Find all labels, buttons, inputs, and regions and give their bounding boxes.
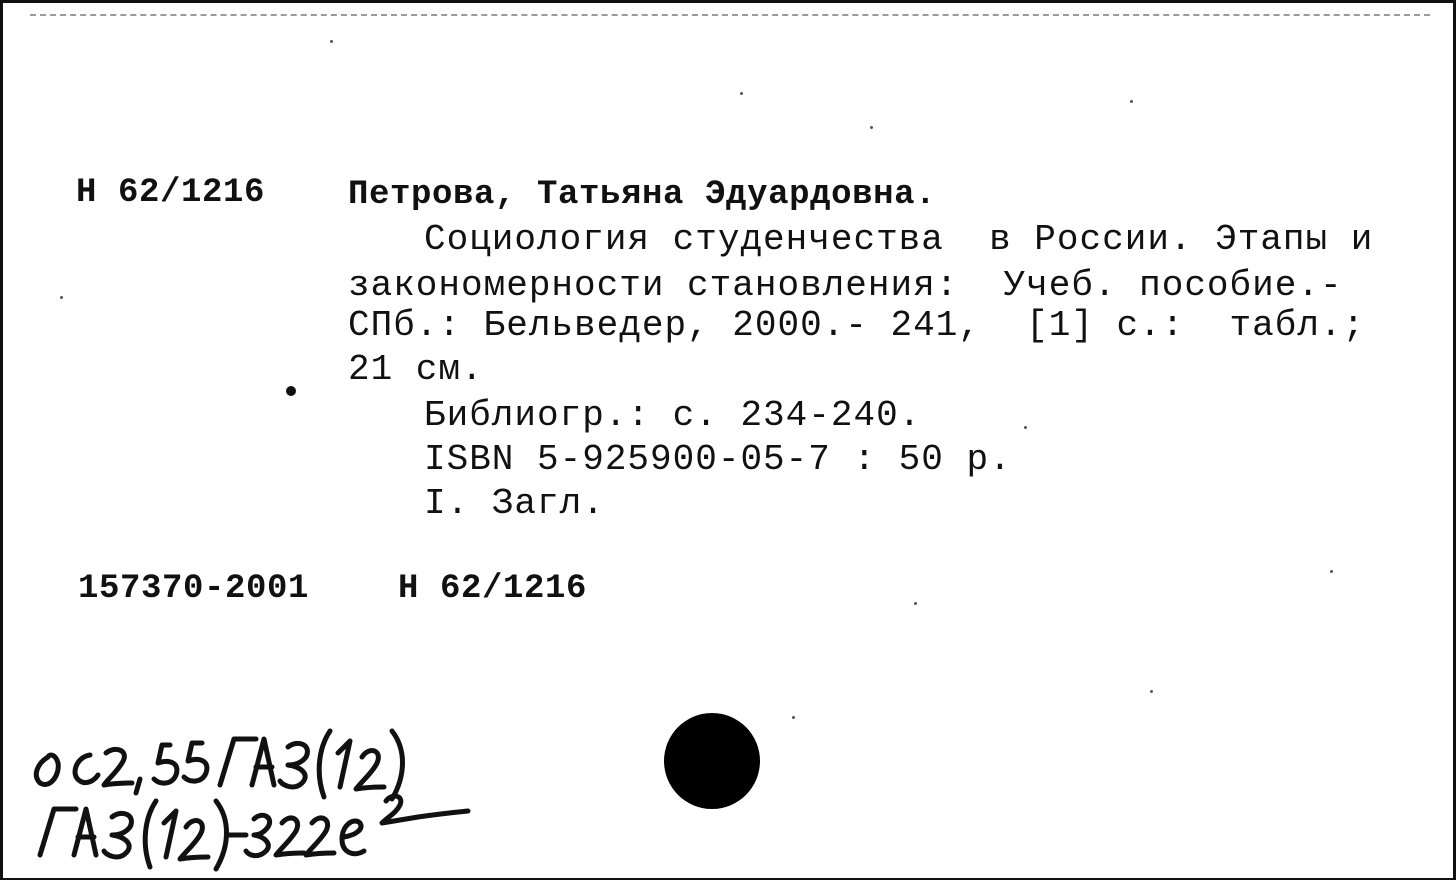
card-border-left	[0, 0, 3, 880]
isbn-price: ISBN 5-925900-05-7 : 50 р.	[424, 439, 1012, 480]
call-number: Н 62/1216	[76, 174, 266, 212]
punch-hole	[664, 713, 760, 809]
footer-call-number: Н 62/1216	[398, 570, 588, 608]
card-border-top	[0, 0, 1456, 3]
scan-speck	[870, 126, 873, 129]
title-line-4: 21 см.	[348, 349, 484, 390]
scan-speck	[740, 92, 743, 95]
author-heading: Петрова, Татьяна Эдуардовна.	[348, 176, 937, 214]
scan-speck	[1024, 426, 1027, 429]
top-scan-line	[30, 14, 1430, 16]
scan-speck	[330, 40, 333, 43]
handwritten-notation	[20, 705, 490, 875]
bibliography-note: Библиогр.: с. 234-240.	[424, 395, 922, 436]
scan-speck	[914, 602, 917, 605]
scan-speck	[60, 296, 63, 299]
scan-speck	[792, 716, 795, 719]
title-line-3: СПб.: Бельведер, 2000.- 241, [1] с.: табл.;	[348, 305, 1366, 346]
title-line-2: закономерности становления: Учеб. пособие.-	[348, 265, 1343, 306]
accession-number: 157370-2001	[78, 570, 310, 608]
ink-dot	[286, 386, 296, 396]
scan-speck	[1150, 690, 1153, 693]
added-entry: I. Загл.	[424, 483, 605, 524]
scan-speck	[1130, 100, 1133, 103]
scan-speck	[1330, 570, 1333, 573]
title-line-1: Социология студенчества в России. Этапы и	[424, 219, 1374, 260]
